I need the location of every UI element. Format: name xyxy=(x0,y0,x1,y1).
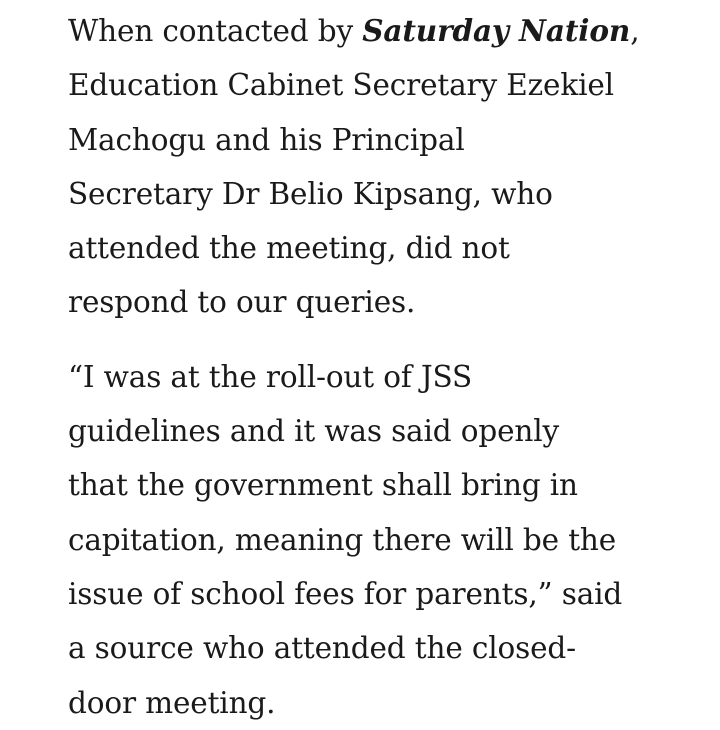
text-line: a source who attended the closed- xyxy=(68,631,576,666)
text-line: attended the meeting, did not xyxy=(68,231,510,266)
text-line: that the government shall bring in xyxy=(68,468,578,503)
text-line: “I was at the roll-out of JSS xyxy=(68,359,473,394)
publication-name: Saturday Nation xyxy=(362,13,631,48)
text-line-prefix: When contacted by xyxy=(68,14,363,48)
paragraph-2 xyxy=(68,350,708,730)
paragraph-1 xyxy=(68,4,708,330)
text-line: respond to our queries. xyxy=(68,285,416,320)
article-body xyxy=(68,4,708,730)
text-line xyxy=(68,4,708,58)
text-line: capitation, meaning there will be the xyxy=(68,522,617,557)
text-line: guidelines and it was said openly xyxy=(68,414,560,449)
text-line: Machogu and his Principal xyxy=(68,122,465,157)
text-line: issue of school fees for parents,” said xyxy=(68,576,623,611)
paragraph-spacer xyxy=(68,330,708,350)
text-line: Secretary Dr Belio Kipsang, who xyxy=(68,176,553,211)
text-line: Education Cabinet Secretary Ezekiel xyxy=(68,68,614,103)
text-line-suffix: , xyxy=(630,14,640,48)
text-line: door meeting. xyxy=(68,685,276,720)
